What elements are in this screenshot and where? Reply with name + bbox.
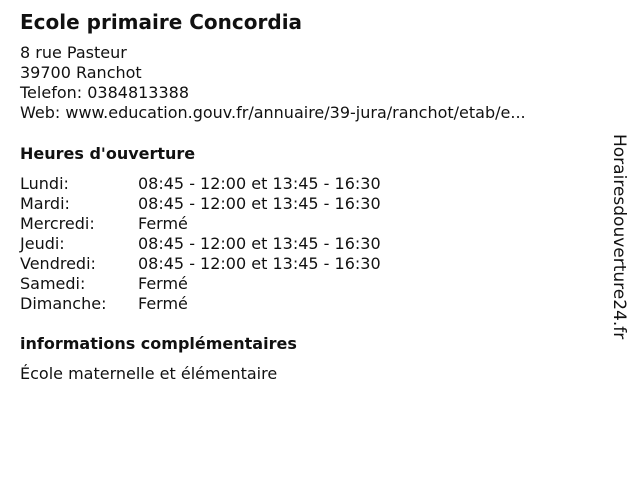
school-name: Ecole primaire Concordia [20,10,303,34]
day-hours: Fermé [138,294,188,313]
day-label: Vendredi: [20,254,96,273]
day-label: Lundi: [20,174,69,193]
watermark: Horairesdouverture24.fr [609,134,629,340]
day-label: Mercredi: [20,214,95,233]
day-hours: Fermé [138,274,188,293]
hours-row-thursday [20,234,381,254]
hours-row-sunday [20,294,381,314]
hours-row-wednesday [20,214,381,234]
day-label: Jeudi: [20,234,65,253]
hours-row-friday [20,254,381,274]
city-postal: 39700 Ranchot [20,63,142,82]
hours-row-saturday [20,274,381,294]
opening-hours-table [20,174,381,314]
day-hours: 08:45 - 12:00 et 13:45 - 16:30 [138,254,381,273]
day-label: Dimanche: [20,294,107,313]
hours-row-monday [20,174,381,194]
day-label: Samedi: [20,274,86,293]
day-hours: 08:45 - 12:00 et 13:45 - 16:30 [138,234,381,253]
day-hours: Fermé [138,214,188,233]
day-hours: 08:45 - 12:00 et 13:45 - 16:30 [138,174,381,193]
phone-number: Telefon: 0384813388 [20,83,190,102]
additional-info-text: École maternelle et élémentaire [20,364,278,383]
day-hours: 08:45 - 12:00 et 13:45 - 16:30 [138,194,381,213]
additional-info-heading: informations complémentaires [20,334,297,353]
address-block [20,43,526,123]
day-label: Mardi: [20,194,70,213]
hours-row-tuesday [20,194,381,214]
street-address: 8 rue Pasteur [20,43,127,62]
opening-hours-heading: Heures d'ouverture [20,144,196,163]
website-link[interactable]: Web: www.education.gouv.fr/annuaire/39-jura/ranchot/etab/e... [20,103,526,122]
